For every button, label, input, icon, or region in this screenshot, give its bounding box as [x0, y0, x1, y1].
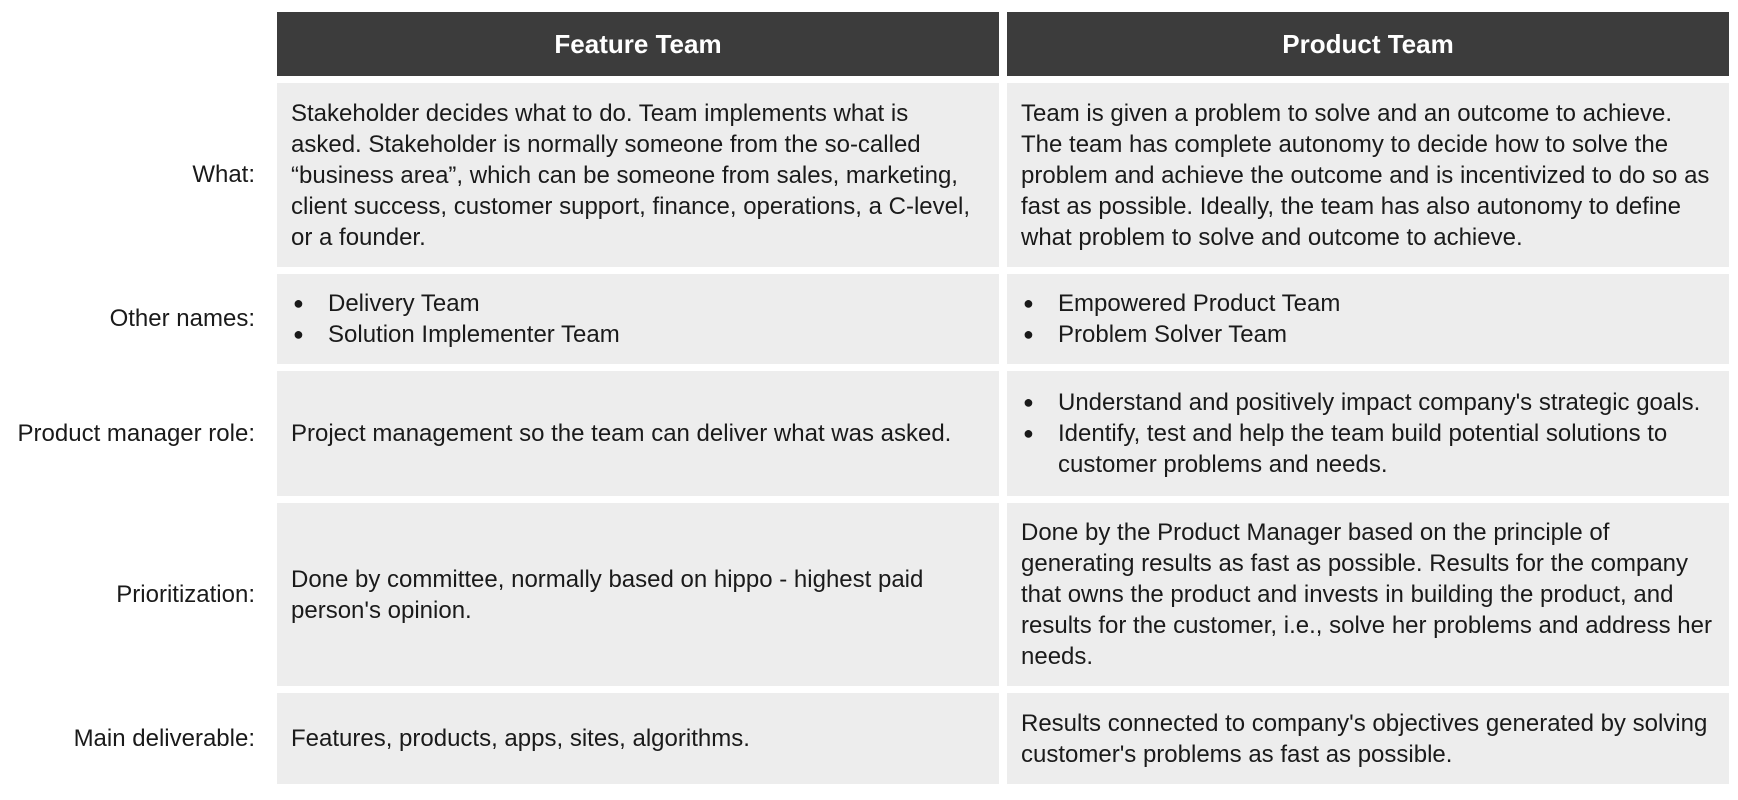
cell-what-feature — [277, 83, 999, 267]
list-item: ● Empowered Product Team — [1021, 288, 1715, 319]
cell-pm-role-product — [1007, 371, 1729, 496]
list-item: ● Understand and positively impact company's strategic goals. — [1021, 387, 1715, 418]
cell-deliverable-product — [1007, 693, 1729, 784]
list-item: ● Delivery Team — [291, 288, 985, 319]
cell-prioritization-product — [1007, 503, 1729, 686]
cell-deliverable-feature — [277, 693, 999, 784]
cell-prioritization-feature — [277, 503, 999, 686]
column-header-feature-team: Feature Team — [277, 12, 999, 76]
cell-text: Stakeholder decides what to do. Team implements what is asked. Stakeholder is normally someone from the so-called “business area”, which can be someone from sales, marketing, client success, customer support, finance, operations, a C-level, or a founder. — [291, 99, 970, 251]
cell-other-names-feature — [277, 274, 999, 364]
column-header-product-team: Product Team — [1007, 12, 1729, 76]
row-label-what: What: — [192, 161, 255, 188]
list-item: ● Identify, test and help the team build potential solutions to customer problems and needs. — [1021, 418, 1715, 480]
list-item: ● Problem Solver Team — [1021, 319, 1715, 350]
table-corner — [0, 12, 269, 76]
cell-text: Team is given a problem to solve and an outcome to achieve. The team has complete autonomy to decide how to solve the problem and achieve the outcome and is incentivized to do so as fast as possible. Ideally, the team has also autonomy to define what problem to solve and outcome to achieve. — [1021, 99, 1710, 251]
cell-text: Features, products, apps, sites, algorithms. — [291, 725, 750, 752]
cell-other-names-product — [1007, 274, 1729, 364]
cell-text: Project management so the team can deliver what was asked. — [291, 420, 952, 447]
cell-text: Done by committee, normally based on hippo - highest paid person's opinion. — [291, 565, 924, 624]
row-label-product-manager-role: Product manager role: — [17, 419, 255, 447]
comparison-table — [0, 12, 1729, 784]
bullet-list — [1021, 387, 1715, 480]
row-label-main-deliverable: Main deliverable: — [73, 724, 255, 752]
row-label-prioritization: Prioritization: — [116, 580, 255, 608]
bullet-list — [291, 288, 985, 350]
cell-text: Results connected to company's objectives generated by solving customer's problems as fast as possible. — [1021, 709, 1708, 768]
list-item: ● Solution Implementer Team — [291, 319, 985, 350]
bullet-list — [1021, 288, 1715, 350]
row-label-other-names: Other names: — [109, 305, 255, 332]
cell-pm-role-feature — [277, 371, 999, 496]
cell-what-product — [1007, 83, 1729, 267]
cell-text: Done by the Product Manager based on the principle of generating results as fast as possible. Results for the company that owns the product and invests in building the product, and results for the customer, i.e., solve her problems and address her needs. — [1021, 519, 1712, 670]
